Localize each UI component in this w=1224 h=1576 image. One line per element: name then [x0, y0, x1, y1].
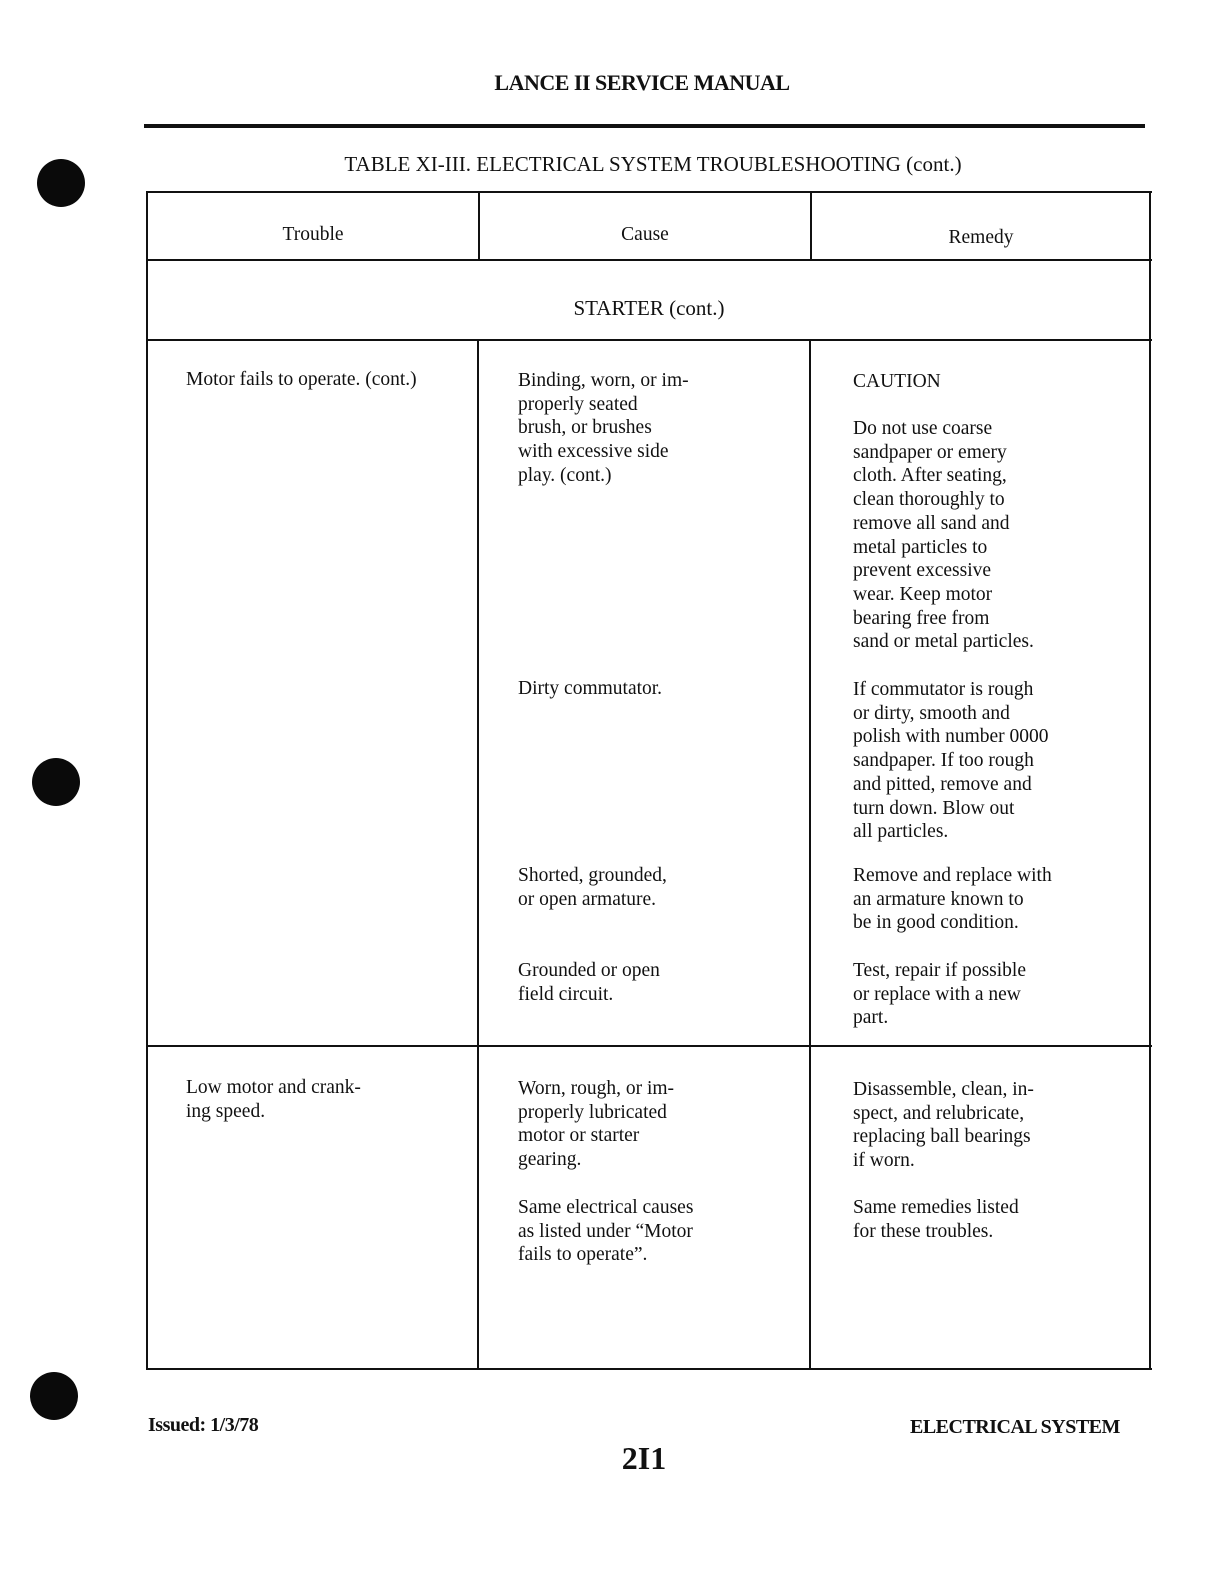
- remedy-cell: Disassemble, clean, in- spect, and relubricate, replacing ball bearings if worn.: [853, 1079, 1034, 1172]
- page-number: 2I1: [621, 1440, 667, 1476]
- remedy-cell: If commutator is rough or dirty, smooth and polish with number 0000 sandpaper. If too rough and pitted, remove and turn down. Blow out all particles.: [853, 679, 1049, 843]
- section-heading: STARTER (cont.): [573, 296, 725, 320]
- column-divider-1-body: [477, 339, 479, 1370]
- punch-hole-middle: [32, 758, 80, 806]
- remedy-cell: Do not use coarse sandpaper or emery cloth. After seating, clean thoroughly to remove all sand and metal particles to prevent excessive wear. Keep motor bearing free from sand or metal particles.: [853, 418, 1034, 653]
- manual-title: LANCE II SERVICE MANUAL: [494, 70, 790, 95]
- table-border-left: [146, 191, 148, 1370]
- cause-cell: Shorted, grounded, or open armature.: [518, 865, 667, 910]
- punch-hole-bottom: [30, 1372, 78, 1420]
- column-header-cause: Cause: [621, 224, 669, 245]
- caution-heading: CAUTION: [853, 371, 941, 392]
- table-border-bottom: [146, 1368, 1152, 1370]
- column-divider-2-body: [809, 339, 811, 1370]
- cause-cell: Worn, rough, or im- properly lubricated motor or starter gearing.: [518, 1078, 675, 1171]
- remedy-cell: Same remedies listed for these troubles.: [853, 1197, 1019, 1242]
- header-rule: [144, 124, 1145, 128]
- column-header-remedy: Remedy: [948, 227, 1014, 248]
- table-border-top: [146, 191, 1152, 193]
- trouble-cell: Low motor and crank- ing speed.: [186, 1077, 361, 1122]
- table-border-right: [1149, 191, 1151, 1370]
- group-divider: [146, 1045, 1152, 1047]
- table-title: TABLE XI-III. ELECTRICAL SYSTEM TROUBLESHOOTING (cont.): [344, 152, 962, 176]
- remedy-cell: Remove and replace with an armature known to be in good condition.: [853, 865, 1052, 934]
- cause-cell: Same electrical causes as listed under “Motor fails to operate”.: [518, 1197, 694, 1266]
- section-row-divider: [146, 339, 1152, 341]
- cause-cell: Binding, worn, or im- properly seated brush, or brushes with excessive side play. (cont.): [518, 370, 689, 486]
- trouble-cell: Motor fails to operate. (cont.): [186, 369, 417, 390]
- column-divider-2: [810, 191, 812, 261]
- cause-cell: Dirty commutator.: [518, 678, 663, 699]
- column-header-trouble: Trouble: [282, 224, 344, 245]
- issued-date: Issued: 1/3/78: [148, 1414, 259, 1436]
- remedy-cell: Test, repair if possible or replace with a new part.: [853, 960, 1027, 1029]
- footer-section-name: ELECTRICAL SYSTEM: [910, 1416, 1120, 1438]
- header-row-divider: [146, 259, 1152, 261]
- cause-cell: Grounded or open field circuit.: [518, 960, 660, 1005]
